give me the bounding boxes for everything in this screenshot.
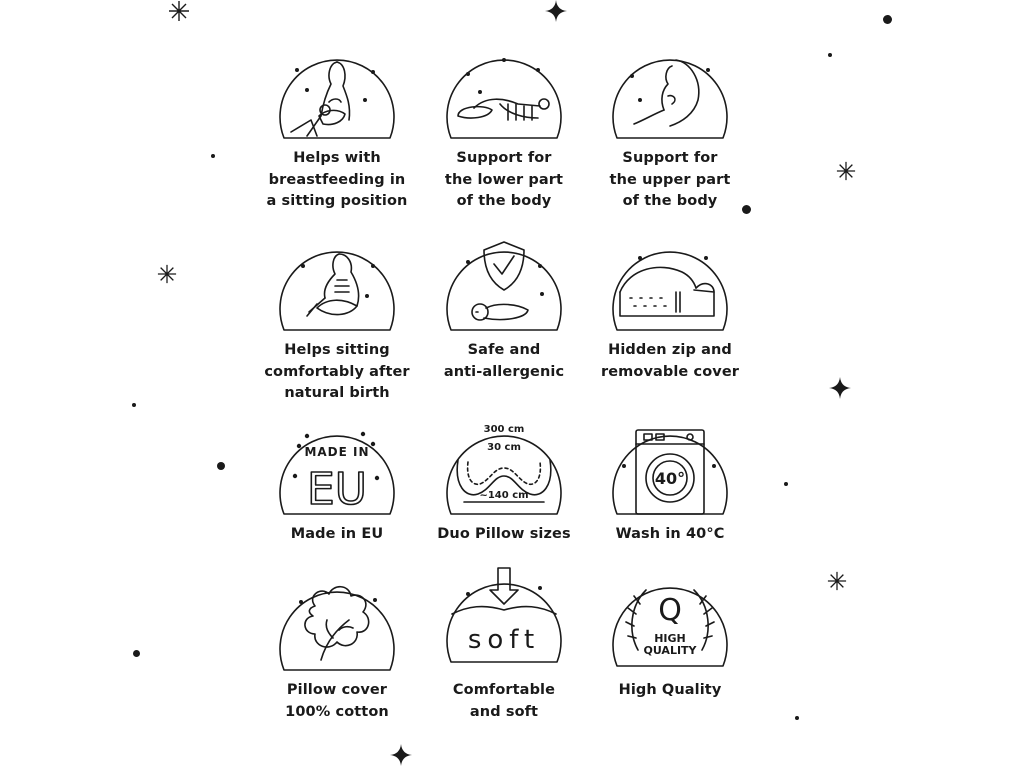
svg-text:30 cm: 30 cm bbox=[487, 442, 521, 453]
quality-laurel-icon bbox=[610, 568, 730, 672]
dot-decoration bbox=[742, 205, 751, 214]
feature-caption: Duo Pillow sizes bbox=[437, 526, 571, 542]
star-decoration-icon bbox=[545, 0, 567, 22]
dot-decoration bbox=[211, 154, 215, 158]
svg-text:soft: soft bbox=[467, 625, 541, 655]
feature-caption: Hidden zip and removable cover bbox=[600, 342, 740, 380]
feature-caption: Helps with breastfeeding in a sitting position bbox=[266, 150, 408, 209]
star-decoration-icon bbox=[827, 571, 847, 591]
sitting-after-birth-icon bbox=[277, 232, 397, 336]
washing-machine-icon bbox=[610, 416, 730, 520]
svg-text:300 cm: 300 cm bbox=[483, 424, 525, 435]
soft-pillow-icon bbox=[444, 564, 564, 668]
dot-decoration bbox=[133, 650, 140, 657]
svg-text:Q: Q bbox=[658, 593, 682, 628]
svg-text:~140 cm: ~140 cm bbox=[479, 490, 529, 501]
svg-text:40°: 40° bbox=[654, 469, 686, 488]
star-decoration-icon bbox=[390, 744, 412, 766]
dot-decoration bbox=[795, 716, 799, 720]
star-decoration-icon bbox=[829, 377, 851, 399]
safe-shield-baby-icon bbox=[444, 232, 564, 336]
dot-decoration bbox=[883, 15, 892, 24]
feature-caption: Wash in 40°C bbox=[615, 526, 725, 542]
pillow-sizes-icon bbox=[444, 416, 564, 520]
lower-body-support-icon bbox=[444, 40, 564, 144]
dot-decoration bbox=[132, 403, 136, 407]
dot-decoration bbox=[828, 53, 832, 57]
dot-decoration bbox=[217, 462, 225, 470]
cotton-flower-icon bbox=[277, 572, 397, 676]
made-in-eu-icon bbox=[277, 416, 397, 520]
star-decoration-icon bbox=[168, 0, 190, 22]
hidden-zip-cover-icon bbox=[610, 232, 730, 336]
feature-caption: Pillow cover 100% cotton bbox=[285, 682, 389, 720]
svg-text:MADE IN: MADE IN bbox=[304, 445, 370, 459]
upper-body-support-icon bbox=[610, 40, 730, 144]
feature-caption: Helps sitting comfortably after natural birth bbox=[264, 342, 410, 401]
svg-text:QUALITY: QUALITY bbox=[643, 644, 697, 657]
star-decoration-icon bbox=[836, 161, 856, 181]
svg-text:EU: EU bbox=[306, 464, 368, 515]
svg-text:HIGH: HIGH bbox=[654, 632, 686, 645]
dot-decoration bbox=[784, 482, 788, 486]
feature-caption: Comfortable and soft bbox=[452, 682, 556, 720]
star-decoration-icon bbox=[157, 264, 177, 284]
breastfeeding-icon bbox=[277, 40, 397, 144]
feature-caption: Made in EU bbox=[290, 526, 384, 542]
feature-caption: High Quality bbox=[618, 682, 722, 698]
feature-caption: Safe and anti-allergenic bbox=[443, 342, 565, 380]
feature-caption: Support for the lower part of the body bbox=[444, 150, 564, 209]
feature-caption: Support for the upper part of the body bbox=[609, 150, 731, 209]
